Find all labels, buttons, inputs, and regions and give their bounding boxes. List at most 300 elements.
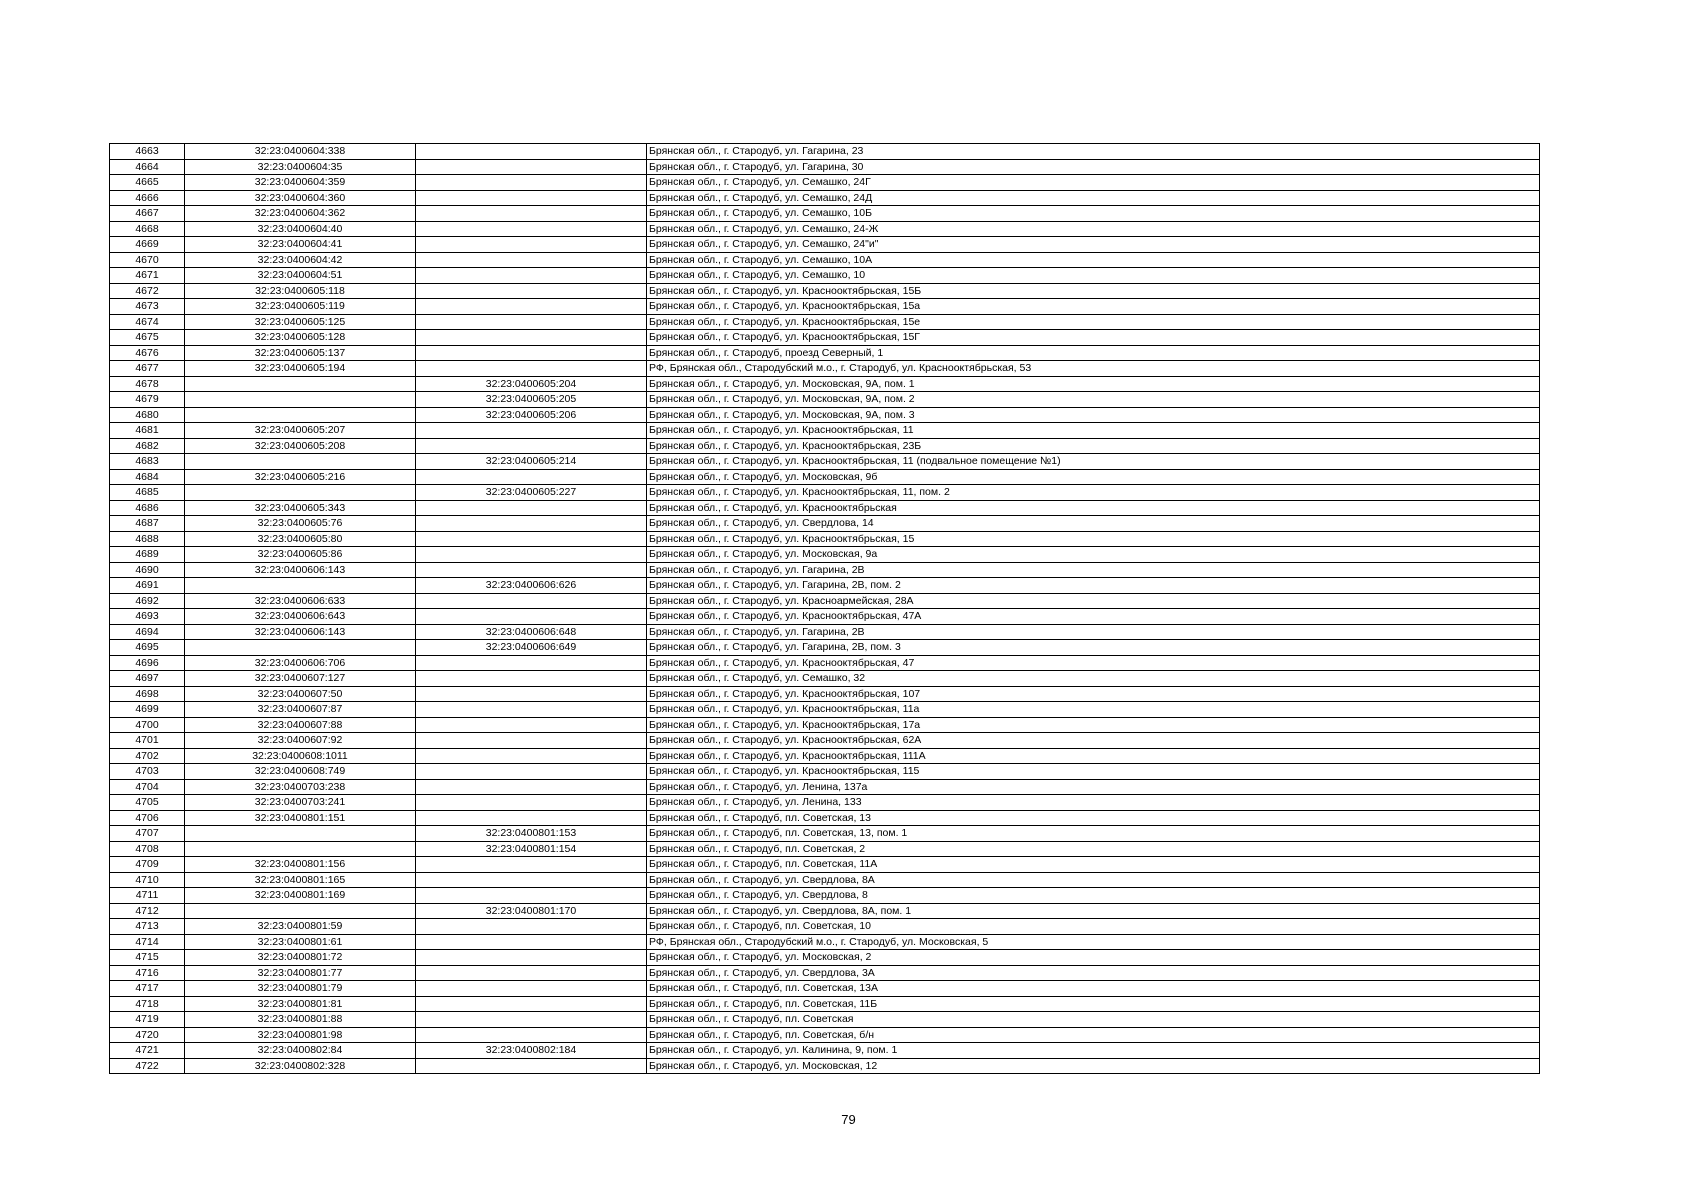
address-cell: Брянская обл., г. Стародуб, пл. Советская, 13А — [647, 981, 1540, 997]
row-number-cell: 4705 — [110, 795, 185, 811]
address-cell: Брянская обл., г. Стародуб, ул. Краснооктябрьская, 11 — [647, 423, 1540, 439]
related-cadastral-number-cell — [416, 531, 647, 547]
cadastral-number-cell: 32:23:0400605:137 — [185, 345, 416, 361]
related-cadastral-number-cell — [416, 609, 647, 625]
cadastral-number-cell: 32:23:0400607:92 — [185, 733, 416, 749]
table-row — [110, 190, 1540, 206]
table-row — [110, 345, 1540, 361]
table-row — [110, 609, 1540, 625]
related-cadastral-number-cell — [416, 469, 647, 485]
related-cadastral-number-cell — [416, 702, 647, 718]
related-cadastral-number-cell — [416, 314, 647, 330]
cadastral-number-cell — [185, 407, 416, 423]
address-cell: Брянская обл., г. Стародуб, ул. Свердлова, 14 — [647, 516, 1540, 532]
address-cell: Брянская обл., г. Стародуб, ул. Краснооктябрьская, 115 — [647, 764, 1540, 780]
table-row — [110, 516, 1540, 532]
cadastral-number-cell: 32:23:0400605:208 — [185, 438, 416, 454]
address-cell: Брянская обл., г. Стародуб, пл. Советская, 13, пом. 1 — [647, 826, 1540, 842]
related-cadastral-number-cell — [416, 671, 647, 687]
related-cadastral-number-cell — [416, 888, 647, 904]
row-number-cell: 4707 — [110, 826, 185, 842]
table-row — [110, 485, 1540, 501]
table-row — [110, 1012, 1540, 1028]
table-row — [110, 934, 1540, 950]
row-number-cell: 4680 — [110, 407, 185, 423]
cadastral-number-cell: 32:23:0400801:59 — [185, 919, 416, 935]
table-row — [110, 407, 1540, 423]
address-cell: Брянская обл., г. Стародуб, ул. Гагарина, 30 — [647, 159, 1540, 175]
address-cell: Брянская обл., г. Стародуб, ул. Калинина, 9, пом. 1 — [647, 1043, 1540, 1059]
table-row — [110, 857, 1540, 873]
cadastral-number-cell: 32:23:0400605:86 — [185, 547, 416, 563]
table-row — [110, 702, 1540, 718]
address-cell: Брянская обл., г. Стародуб, ул. Семашко, 10А — [647, 252, 1540, 268]
table-row — [110, 547, 1540, 563]
table-row — [110, 1043, 1540, 1059]
cadastral-number-cell: 32:23:0400605:343 — [185, 500, 416, 516]
row-number-cell: 4683 — [110, 454, 185, 470]
cadastral-number-cell: 32:23:0400801:151 — [185, 810, 416, 826]
table-row — [110, 903, 1540, 919]
related-cadastral-number-cell — [416, 237, 647, 253]
address-cell: Брянская обл., г. Стародуб, пл. Советская, 2 — [647, 841, 1540, 857]
related-cadastral-number-cell — [416, 361, 647, 377]
related-cadastral-number-cell: 32:23:0400605:204 — [416, 376, 647, 392]
table-row — [110, 268, 1540, 284]
cadastral-number-cell — [185, 376, 416, 392]
address-cell: Брянская обл., г. Стародуб, ул. Гагарина, 2В — [647, 562, 1540, 578]
row-number-cell: 4714 — [110, 934, 185, 950]
cadastral-number-cell: 32:23:0400604:51 — [185, 268, 416, 284]
table-row — [110, 624, 1540, 640]
address-cell: Брянская обл., г. Стародуб, ул. Московская, 9А, пом. 1 — [647, 376, 1540, 392]
address-cell: Брянская обл., г. Стародуб, ул. Московская, 9а — [647, 547, 1540, 563]
related-cadastral-number-cell: 32:23:0400606:626 — [416, 578, 647, 594]
row-number-cell: 4690 — [110, 562, 185, 578]
cadastral-number-cell: 32:23:0400801:77 — [185, 965, 416, 981]
table-row — [110, 795, 1540, 811]
address-cell: Брянская обл., г. Стародуб, ул. Краснооктябрьская — [647, 500, 1540, 516]
related-cadastral-number-cell — [416, 950, 647, 966]
table-row — [110, 965, 1540, 981]
related-cadastral-number-cell: 32:23:0400605:206 — [416, 407, 647, 423]
row-number-cell: 4675 — [110, 330, 185, 346]
table-row — [110, 810, 1540, 826]
row-number-cell: 4719 — [110, 1012, 185, 1028]
row-number-cell: 4687 — [110, 516, 185, 532]
table-row — [110, 733, 1540, 749]
related-cadastral-number-cell — [416, 1012, 647, 1028]
related-cadastral-number-cell — [416, 965, 647, 981]
row-number-cell: 4668 — [110, 221, 185, 237]
related-cadastral-number-cell — [416, 919, 647, 935]
related-cadastral-number-cell: 32:23:0400606:648 — [416, 624, 647, 640]
row-number-cell: 4711 — [110, 888, 185, 904]
row-number-cell: 4696 — [110, 655, 185, 671]
table-row — [110, 1027, 1540, 1043]
cadastral-number-cell: 32:23:0400605:194 — [185, 361, 416, 377]
related-cadastral-number-cell — [416, 252, 647, 268]
row-number-cell: 4684 — [110, 469, 185, 485]
cadastral-number-cell: 32:23:0400606:143 — [185, 562, 416, 578]
table-row — [110, 593, 1540, 609]
table-row — [110, 423, 1540, 439]
row-number-cell: 4699 — [110, 702, 185, 718]
related-cadastral-number-cell — [416, 144, 647, 160]
related-cadastral-number-cell: 32:23:0400606:649 — [416, 640, 647, 656]
table-row — [110, 748, 1540, 764]
row-number-cell: 4682 — [110, 438, 185, 454]
table-row — [110, 237, 1540, 253]
row-number-cell: 4665 — [110, 175, 185, 191]
address-cell: Брянская обл., г. Стародуб, ул. Московская, 9А, пом. 3 — [647, 407, 1540, 423]
address-cell: Брянская обл., г. Стародуб, ул. Краснооктябрьская, 11 (подвальное помещение №1) — [647, 454, 1540, 470]
cadastral-number-cell — [185, 485, 416, 501]
row-number-cell: 4685 — [110, 485, 185, 501]
cadastral-number-cell: 32:23:0400801:88 — [185, 1012, 416, 1028]
row-number-cell: 4721 — [110, 1043, 185, 1059]
related-cadastral-number-cell — [416, 299, 647, 315]
table-row — [110, 578, 1540, 594]
cadastral-number-cell: 32:23:0400607:87 — [185, 702, 416, 718]
cadastral-number-cell: 32:23:0400605:119 — [185, 299, 416, 315]
related-cadastral-number-cell — [416, 764, 647, 780]
table-row — [110, 950, 1540, 966]
row-number-cell: 4677 — [110, 361, 185, 377]
address-cell: Брянская обл., г. Стародуб, проезд Северный, 1 — [647, 345, 1540, 361]
row-number-cell: 4697 — [110, 671, 185, 687]
registry-table-body — [110, 144, 1540, 1074]
address-cell: Брянская обл., г. Стародуб, ул. Московская, 9А, пом. 2 — [647, 392, 1540, 408]
cadastral-number-cell — [185, 454, 416, 470]
address-cell: Брянская обл., г. Стародуб, ул. Гагарина, 2В, пом. 2 — [647, 578, 1540, 594]
table-row — [110, 640, 1540, 656]
row-number-cell: 4704 — [110, 779, 185, 795]
address-cell: Брянская обл., г. Стародуб, пл. Советская, 11А — [647, 857, 1540, 873]
table-row — [110, 779, 1540, 795]
cadastral-number-cell: 32:23:0400604:359 — [185, 175, 416, 191]
related-cadastral-number-cell: 32:23:0400802:184 — [416, 1043, 647, 1059]
address-cell: Брянская обл., г. Стародуб, ул. Краснооктябрьская, 15а — [647, 299, 1540, 315]
address-cell: РФ, Брянская обл., Стародубский м.о., г. Стародуб, ул. Краснооктябрьская, 53 — [647, 361, 1540, 377]
address-cell: Брянская обл., г. Стародуб, ул. Краснооктябрьская, 11а — [647, 702, 1540, 718]
address-cell: Брянская обл., г. Стародуб, ул. Гагарина, 2В, пом. 3 — [647, 640, 1540, 656]
row-number-cell: 4709 — [110, 857, 185, 873]
related-cadastral-number-cell — [416, 423, 647, 439]
address-cell: Брянская обл., г. Стародуб, ул. Краснооктябрьская, 15 — [647, 531, 1540, 547]
cadastral-number-cell: 32:23:0400605:80 — [185, 531, 416, 547]
table-row — [110, 392, 1540, 408]
address-cell: Брянская обл., г. Стародуб, ул. Свердлова, 8А, пом. 1 — [647, 903, 1540, 919]
row-number-cell: 4715 — [110, 950, 185, 966]
row-number-cell: 4691 — [110, 578, 185, 594]
cadastral-number-cell: 32:23:0400605:76 — [185, 516, 416, 532]
address-cell: Брянская обл., г. Стародуб, ул. Ленина, 137а — [647, 779, 1540, 795]
table-row — [110, 252, 1540, 268]
related-cadastral-number-cell: 32:23:0400605:205 — [416, 392, 647, 408]
table-row — [110, 562, 1540, 578]
cadastral-number-cell: 32:23:0400802:328 — [185, 1058, 416, 1074]
address-cell: Брянская обл., г. Стародуб, ул. Ленина, 133 — [647, 795, 1540, 811]
related-cadastral-number-cell — [416, 175, 647, 191]
table-row — [110, 717, 1540, 733]
address-cell: Брянская обл., г. Стародуб, ул. Краснооктябрьская, 17а — [647, 717, 1540, 733]
table-row — [110, 376, 1540, 392]
row-number-cell: 4663 — [110, 144, 185, 160]
address-cell: Брянская обл., г. Стародуб, ул. Краснооктябрьская, 23Б — [647, 438, 1540, 454]
cadastral-number-cell: 32:23:0400801:72 — [185, 950, 416, 966]
registry-table — [109, 143, 1540, 1074]
row-number-cell: 4694 — [110, 624, 185, 640]
row-number-cell: 4679 — [110, 392, 185, 408]
related-cadastral-number-cell: 32:23:0400801:170 — [416, 903, 647, 919]
table-row — [110, 438, 1540, 454]
related-cadastral-number-cell: 32:23:0400801:154 — [416, 841, 647, 857]
cadastral-number-cell: 32:23:0400605:207 — [185, 423, 416, 439]
related-cadastral-number-cell — [416, 516, 647, 532]
cadastral-number-cell: 32:23:0400604:35 — [185, 159, 416, 175]
row-number-cell: 4716 — [110, 965, 185, 981]
related-cadastral-number-cell — [416, 562, 647, 578]
table-row — [110, 299, 1540, 315]
cadastral-number-cell: 32:23:0400801:61 — [185, 934, 416, 950]
related-cadastral-number-cell — [416, 159, 647, 175]
address-cell: Брянская обл., г. Стародуб, ул. Краснооктябрьская, 11, пом. 2 — [647, 485, 1540, 501]
row-number-cell: 4692 — [110, 593, 185, 609]
related-cadastral-number-cell — [416, 500, 647, 516]
table-row — [110, 996, 1540, 1012]
cadastral-number-cell: 32:23:0400607:127 — [185, 671, 416, 687]
address-cell: Брянская обл., г. Стародуб, ул. Краснооктябрьская, 62А — [647, 733, 1540, 749]
related-cadastral-number-cell — [416, 795, 647, 811]
cadastral-number-cell — [185, 903, 416, 919]
table-row — [110, 531, 1540, 547]
row-number-cell: 4698 — [110, 686, 185, 702]
row-number-cell: 4720 — [110, 1027, 185, 1043]
cadastral-number-cell: 32:23:0400606:143 — [185, 624, 416, 640]
row-number-cell: 4713 — [110, 919, 185, 935]
row-number-cell: 4702 — [110, 748, 185, 764]
cadastral-number-cell: 32:23:0400605:216 — [185, 469, 416, 485]
address-cell: Брянская обл., г. Стародуб, ул. Семашко, 10 — [647, 268, 1540, 284]
table-row — [110, 283, 1540, 299]
table-row — [110, 919, 1540, 935]
table-row — [110, 175, 1540, 191]
cadastral-number-cell: 32:23:0400604:360 — [185, 190, 416, 206]
row-number-cell: 4700 — [110, 717, 185, 733]
related-cadastral-number-cell — [416, 996, 647, 1012]
cadastral-number-cell: 32:23:0400801:156 — [185, 857, 416, 873]
address-cell: Брянская обл., г. Стародуб, ул. Семашко, 32 — [647, 671, 1540, 687]
cadastral-number-cell: 32:23:0400604:42 — [185, 252, 416, 268]
related-cadastral-number-cell — [416, 748, 647, 764]
cadastral-number-cell: 32:23:0400801:98 — [185, 1027, 416, 1043]
table-row — [110, 686, 1540, 702]
related-cadastral-number-cell: 32:23:0400605:227 — [416, 485, 647, 501]
table-row — [110, 764, 1540, 780]
row-number-cell: 4671 — [110, 268, 185, 284]
cadastral-number-cell: 32:23:0400606:706 — [185, 655, 416, 671]
related-cadastral-number-cell — [416, 779, 647, 795]
address-cell: Брянская обл., г. Стародуб, ул. Московская, 9б — [647, 469, 1540, 485]
cadastral-number-cell: 32:23:0400604:338 — [185, 144, 416, 160]
related-cadastral-number-cell — [416, 547, 647, 563]
address-cell: Брянская обл., г. Стародуб, ул. Краснооктябрьская, 15Г — [647, 330, 1540, 346]
cadastral-number-cell: 32:23:0400703:238 — [185, 779, 416, 795]
cadastral-number-cell: 32:23:0400605:128 — [185, 330, 416, 346]
related-cadastral-number-cell — [416, 206, 647, 222]
related-cadastral-number-cell — [416, 934, 647, 950]
address-cell: Брянская обл., г. Стародуб, ул. Гагарина, 2В — [647, 624, 1540, 640]
row-number-cell: 4708 — [110, 841, 185, 857]
related-cadastral-number-cell — [416, 221, 647, 237]
cadastral-number-cell — [185, 640, 416, 656]
table-row — [110, 500, 1540, 516]
cadastral-number-cell: 32:23:0400604:362 — [185, 206, 416, 222]
related-cadastral-number-cell: 32:23:0400605:214 — [416, 454, 647, 470]
address-cell: РФ, Брянская обл., Стародубский м.о., г. Стародуб, ул. Московская, 5 — [647, 934, 1540, 950]
cadastral-number-cell: 32:23:0400801:81 — [185, 996, 416, 1012]
cadastral-number-cell: 32:23:0400605:125 — [185, 314, 416, 330]
related-cadastral-number-cell — [416, 1027, 647, 1043]
table-row — [110, 144, 1540, 160]
table-row — [110, 981, 1540, 997]
table-row — [110, 469, 1540, 485]
related-cadastral-number-cell — [416, 733, 647, 749]
cadastral-number-cell: 32:23:0400607:88 — [185, 717, 416, 733]
table-row — [110, 314, 1540, 330]
table-row — [110, 888, 1540, 904]
address-cell: Брянская обл., г. Стародуб, пл. Советская, 11Б — [647, 996, 1540, 1012]
table-row — [110, 671, 1540, 687]
address-cell: Брянская обл., г. Стародуб, ул. Семашко, 24-Ж — [647, 221, 1540, 237]
table-row — [110, 221, 1540, 237]
row-number-cell: 4718 — [110, 996, 185, 1012]
table-row — [110, 454, 1540, 470]
address-cell: Брянская обл., г. Стародуб, ул. Краснооктябрьская, 47А — [647, 609, 1540, 625]
address-cell: Брянская обл., г. Стародуб, пл. Советская, 10 — [647, 919, 1540, 935]
row-number-cell: 4676 — [110, 345, 185, 361]
address-cell: Брянская обл., г. Стародуб, пл. Советская, б/н — [647, 1027, 1540, 1043]
cadastral-number-cell: 32:23:0400607:50 — [185, 686, 416, 702]
address-cell: Брянская обл., г. Стародуб, ул. Краснооктябрьская, 107 — [647, 686, 1540, 702]
cadastral-number-cell: 32:23:0400606:633 — [185, 593, 416, 609]
row-number-cell: 4672 — [110, 283, 185, 299]
row-number-cell: 4710 — [110, 872, 185, 888]
row-number-cell: 4674 — [110, 314, 185, 330]
address-cell: Брянская обл., г. Стародуб, ул. Свердлова, 8А — [647, 872, 1540, 888]
row-number-cell: 4695 — [110, 640, 185, 656]
cadastral-number-cell: 32:23:0400608:749 — [185, 764, 416, 780]
cadastral-number-cell: 32:23:0400604:40 — [185, 221, 416, 237]
address-cell: Брянская обл., г. Стародуб, ул. Семашко, 24"и" — [647, 237, 1540, 253]
page-number: 79 — [841, 1112, 856, 1127]
cadastral-number-cell — [185, 826, 416, 842]
row-number-cell: 4669 — [110, 237, 185, 253]
address-cell: Брянская обл., г. Стародуб, пл. Советская — [647, 1012, 1540, 1028]
related-cadastral-number-cell — [416, 981, 647, 997]
cadastral-number-cell — [185, 578, 416, 594]
row-number-cell: 4666 — [110, 190, 185, 206]
related-cadastral-number-cell — [416, 190, 647, 206]
related-cadastral-number-cell — [416, 655, 647, 671]
table-row — [110, 206, 1540, 222]
cadastral-number-cell: 32:23:0400801:165 — [185, 872, 416, 888]
row-number-cell: 4686 — [110, 500, 185, 516]
row-number-cell: 4703 — [110, 764, 185, 780]
row-number-cell: 4688 — [110, 531, 185, 547]
related-cadastral-number-cell — [416, 593, 647, 609]
row-number-cell: 4667 — [110, 206, 185, 222]
related-cadastral-number-cell — [416, 717, 647, 733]
cadastral-number-cell — [185, 392, 416, 408]
related-cadastral-number-cell — [416, 268, 647, 284]
row-number-cell: 4706 — [110, 810, 185, 826]
table-row — [110, 159, 1540, 175]
cadastral-number-cell: 32:23:0400802:84 — [185, 1043, 416, 1059]
row-number-cell: 4717 — [110, 981, 185, 997]
related-cadastral-number-cell — [416, 283, 647, 299]
related-cadastral-number-cell — [416, 330, 647, 346]
table-row — [110, 872, 1540, 888]
address-cell: Брянская обл., г. Стародуб, ул. Краснооктябрьская, 15Б — [647, 283, 1540, 299]
related-cadastral-number-cell: 32:23:0400801:153 — [416, 826, 647, 842]
row-number-cell: 4689 — [110, 547, 185, 563]
row-number-cell: 4712 — [110, 903, 185, 919]
cadastral-number-cell: 32:23:0400608:1011 — [185, 748, 416, 764]
cadastral-number-cell: 32:23:0400801:169 — [185, 888, 416, 904]
row-number-cell: 4664 — [110, 159, 185, 175]
address-cell: Брянская обл., г. Стародуб, ул. Московская, 2 — [647, 950, 1540, 966]
related-cadastral-number-cell — [416, 1058, 647, 1074]
cadastral-number-cell: 32:23:0400801:79 — [185, 981, 416, 997]
cadastral-number-cell: 32:23:0400604:41 — [185, 237, 416, 253]
related-cadastral-number-cell — [416, 686, 647, 702]
row-number-cell: 4693 — [110, 609, 185, 625]
cadastral-number-cell: 32:23:0400605:118 — [185, 283, 416, 299]
row-number-cell: 4701 — [110, 733, 185, 749]
row-number-cell: 4678 — [110, 376, 185, 392]
address-cell: Брянская обл., г. Стародуб, ул. Московская, 12 — [647, 1058, 1540, 1074]
row-number-cell: 4673 — [110, 299, 185, 315]
related-cadastral-number-cell — [416, 872, 647, 888]
address-cell: Брянская обл., г. Стародуб, пл. Советская, 13 — [647, 810, 1540, 826]
row-number-cell: 4681 — [110, 423, 185, 439]
address-cell: Брянская обл., г. Стародуб, ул. Красноармейская, 28А — [647, 593, 1540, 609]
cadastral-number-cell: 32:23:0400606:643 — [185, 609, 416, 625]
address-cell: Брянская обл., г. Стародуб, ул. Семашко, 24Д — [647, 190, 1540, 206]
table-row — [110, 826, 1540, 842]
address-cell: Брянская обл., г. Стародуб, ул. Краснооктябрьская, 15е — [647, 314, 1540, 330]
table-row — [110, 330, 1540, 346]
address-cell: Брянская обл., г. Стародуб, ул. Семашко, 24Г — [647, 175, 1540, 191]
cadastral-number-cell — [185, 841, 416, 857]
related-cadastral-number-cell — [416, 857, 647, 873]
table-row — [110, 361, 1540, 377]
address-cell: Брянская обл., г. Стародуб, ул. Семашко, 10Б — [647, 206, 1540, 222]
address-cell: Брянская обл., г. Стародуб, ул. Краснооктябрьская, 47 — [647, 655, 1540, 671]
related-cadastral-number-cell — [416, 810, 647, 826]
table-row — [110, 655, 1540, 671]
address-cell: Брянская обл., г. Стародуб, ул. Краснооктябрьская, 111А — [647, 748, 1540, 764]
row-number-cell: 4670 — [110, 252, 185, 268]
address-cell: Брянская обл., г. Стародуб, ул. Свердлова, 3А — [647, 965, 1540, 981]
table-row — [110, 841, 1540, 857]
table-row — [110, 1058, 1540, 1074]
address-cell: Брянская обл., г. Стародуб, ул. Свердлова, 8 — [647, 888, 1540, 904]
cadastral-number-cell: 32:23:0400703:241 — [185, 795, 416, 811]
related-cadastral-number-cell — [416, 438, 647, 454]
